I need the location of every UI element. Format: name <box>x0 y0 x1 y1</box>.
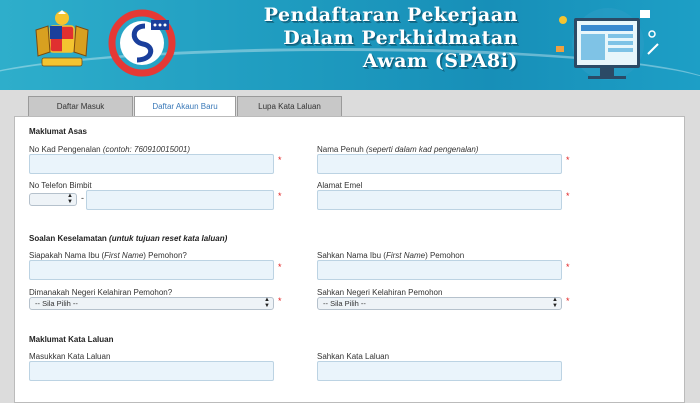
birth-state-confirm-select-value: -- Sila Pilih -- <box>323 299 366 308</box>
section-security-note: (untuk tujuan reset kata laluan) <box>109 234 228 243</box>
ic-number-label <box>29 145 190 154</box>
email-label: Alamat Emel <box>317 181 363 190</box>
mother-name-confirm-input[interactable] <box>317 260 562 280</box>
section-basic-info: Maklumat Asas <box>29 127 87 136</box>
password-input[interactable] <box>29 361 274 381</box>
section-security-title: Soalan Keselamatan <box>29 234 107 243</box>
header-banner <box>0 0 700 90</box>
title-line-2: Dalam Perkhidmatan <box>283 27 518 49</box>
mother-confirm-label-em: First Name <box>385 251 426 260</box>
birth-state-select-value: -- Sila Pilih -- <box>35 299 78 308</box>
ic-required-mark: * <box>278 155 282 165</box>
password-confirm-label: Sahkan Kata Laluan <box>317 352 390 361</box>
mother-confirm-label-b: ) Pemohon <box>425 251 465 260</box>
tab-lupa-kata-laluan[interactable]: Lupa Kata Laluan <box>237 96 342 117</box>
state-confirm-required-mark: * <box>566 296 570 306</box>
mother-name-label-a: Siapakah Nama Ibu ( <box>29 251 105 260</box>
email-required-mark: * <box>566 191 570 201</box>
phone-number-input[interactable] <box>86 190 274 210</box>
select-arrows-icon: ▲ ▼ <box>264 297 270 309</box>
phone-prefix-select[interactable] <box>29 193 77 206</box>
tab-bar <box>28 96 343 117</box>
phone-required-mark: * <box>278 191 282 201</box>
mother-confirm-required-mark: * <box>566 262 570 272</box>
full-name-label-text: Nama Penuh <box>317 145 364 154</box>
ic-number-hint: (contoh: 760910015001) <box>102 145 191 154</box>
state-required-mark: * <box>278 296 282 306</box>
mother-required-mark: * <box>278 262 282 272</box>
birth-state-label: Dimanakah Negeri Kelahiran Pemohon? <box>29 288 173 297</box>
full-name-hint: (seperti dalam kad pengenalan) <box>365 145 479 154</box>
registration-form <box>14 116 685 403</box>
select-arrows-icon: ▲ ▼ <box>67 193 73 205</box>
password-label: Masukkan Kata Laluan <box>29 352 111 361</box>
title-line-1: Pendaftaran Pekerjaan <box>263 4 518 26</box>
email-input[interactable] <box>317 190 562 210</box>
phone-separator: - <box>81 193 84 203</box>
full-name-input[interactable] <box>317 154 562 174</box>
page-title <box>264 4 518 73</box>
spa-logo <box>105 8 179 78</box>
mother-name-label-em: First Name <box>104 251 144 260</box>
ic-number-input[interactable] <box>29 154 274 174</box>
coat-of-arms-logo <box>28 8 96 74</box>
tab-daftar-akaun-baru[interactable]: Daftar Akaun Baru <box>134 96 236 117</box>
section-password: Maklumat Kata Laluan <box>29 335 114 344</box>
select-arrows-icon: ▲ ▼ <box>552 297 558 309</box>
password-confirm-input[interactable] <box>317 361 562 381</box>
registration-panel <box>14 96 685 403</box>
full-name-label <box>317 145 478 154</box>
mother-name-label <box>29 251 187 260</box>
computer-illustration <box>548 4 668 86</box>
section-security <box>29 234 227 243</box>
title-line-3: Awam (SPA8i) <box>362 50 518 72</box>
birth-state-confirm-label: Sahkan Negeri Kelahiran Pemohon <box>317 288 443 297</box>
ic-number-label-text: No Kad Pengenalan <box>29 145 101 154</box>
tab-daftar-masuk[interactable]: Daftar Masuk <box>28 96 133 117</box>
birth-state-select[interactable] <box>29 297 274 310</box>
phone-label: No Telefon Bimbit <box>29 181 92 190</box>
mother-name-label-b: ) Pemohon? <box>143 251 187 260</box>
birth-state-confirm-select[interactable] <box>317 297 562 310</box>
mother-name-input[interactable] <box>29 260 274 280</box>
mother-confirm-label-a: Sahkan Nama Ibu ( <box>317 251 386 260</box>
mother-name-confirm-label <box>317 251 464 260</box>
name-required-mark: * <box>566 155 570 165</box>
